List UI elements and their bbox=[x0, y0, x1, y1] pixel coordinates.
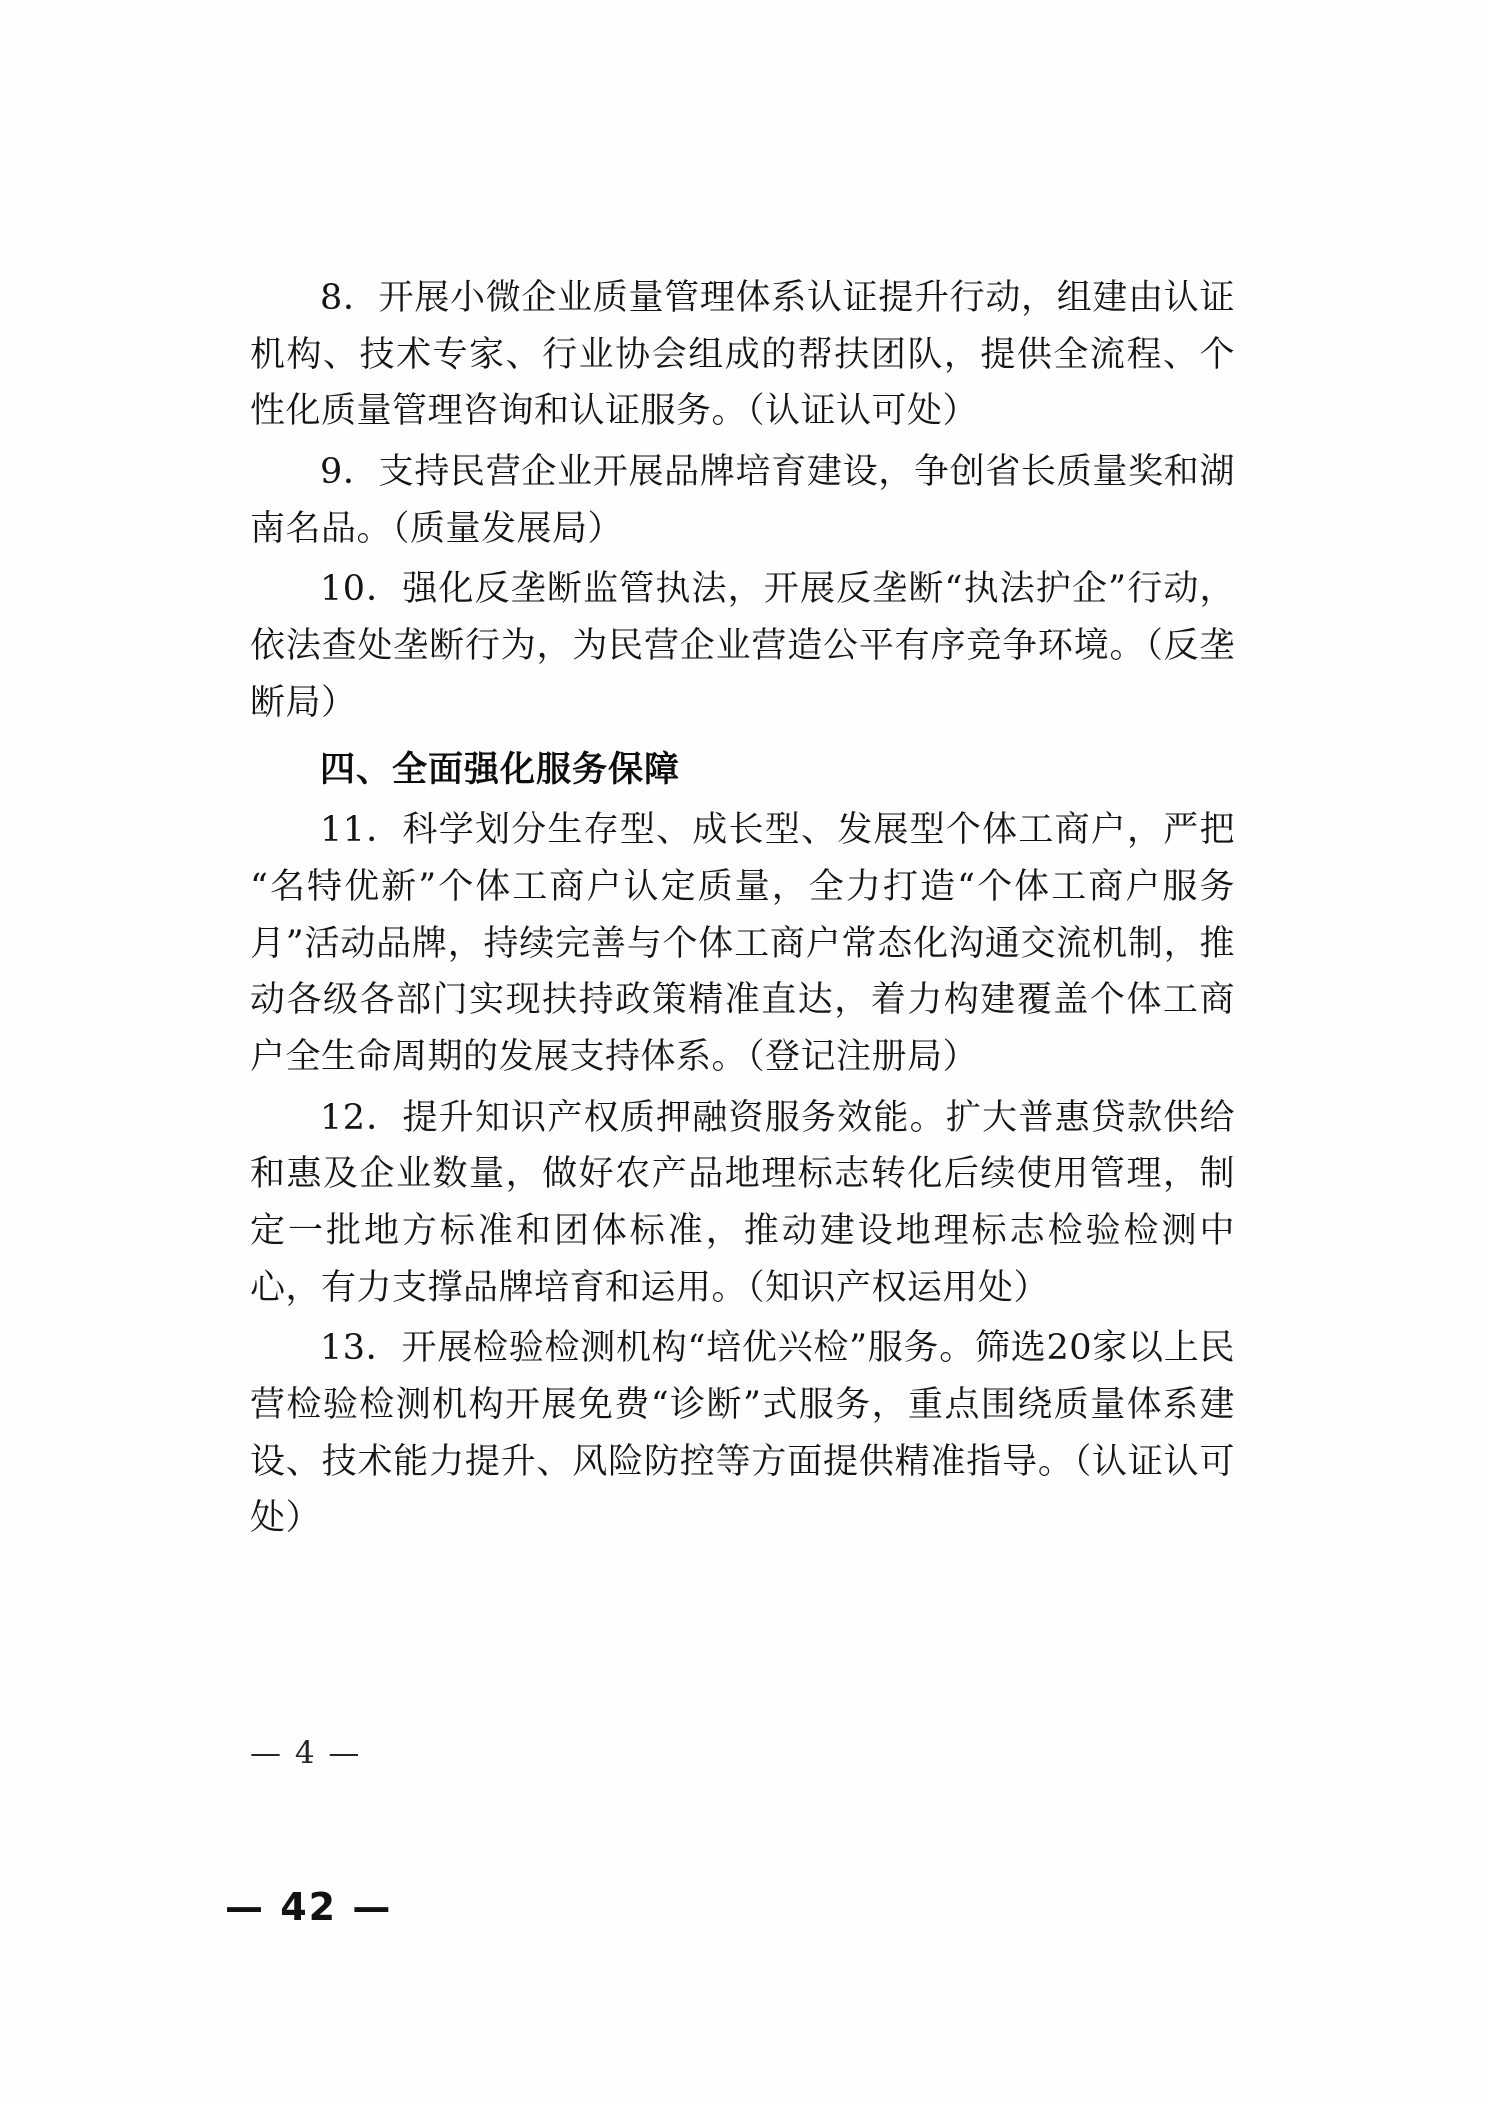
document-body bbox=[250, 270, 1235, 1551]
paragraph-item-8: 8．开展小微企业质量管理体系认证提升行动，组建由认证机构、技术专家、行业协会组成的帮扶团队，提供全流程、个性化质量管理咨询和认证服务。（认证认可处） bbox=[250, 278, 1235, 432]
paragraph-item-9: 9．支持民营企业开展品牌培育建设，争创省长质量奖和湖南名品。（质量发展局） bbox=[250, 452, 1235, 549]
inner-page-number: — 4 — bbox=[250, 1735, 362, 1771]
paragraph-item-10: 10．强化反垄断监管执法，开展反垄断“执法护企”行动，依法查处垄断行为，为民营企业营造公平有序竞争环境。（反垄断局） bbox=[250, 569, 1235, 723]
paragraph-item-11: 11．科学划分生存型、成长型、发展型个体工商户，严把“名特优新”个体工商户认定质量，全力打造“个体工商户服务月”活动品牌，持续完善与个体工商户常态化沟通交流机制，推动各级各部门实现扶持政策精准直达，着力构建覆盖个体工商户全生命周期的发展支持体系。（登记注册局） bbox=[250, 810, 1235, 1077]
paragraph-item-13: 13．开展检验检测机构“培优兴检”服务。筛选20家以上民营检验检测机构开展免费“诊断”式服务，重点围绕质量体系建设、技术能力提升、风险防控等方面提供精准指导。（认证认可处） bbox=[250, 1328, 1235, 1539]
outer-page-number: — 42 — bbox=[225, 1885, 393, 1929]
paragraph-item-12: 12．提升知识产权质押融资服务效能。扩大普惠贷款供给和惠及企业数量，做好农产品地理标志转化后续使用管理，制定一批地方标准和团体标准，推动建设地理标志检验检测中心，有力支撑品牌培育和运用。（知识产权运用处） bbox=[250, 1097, 1235, 1308]
section-heading: 四、全面强化服务保障 bbox=[320, 749, 681, 790]
